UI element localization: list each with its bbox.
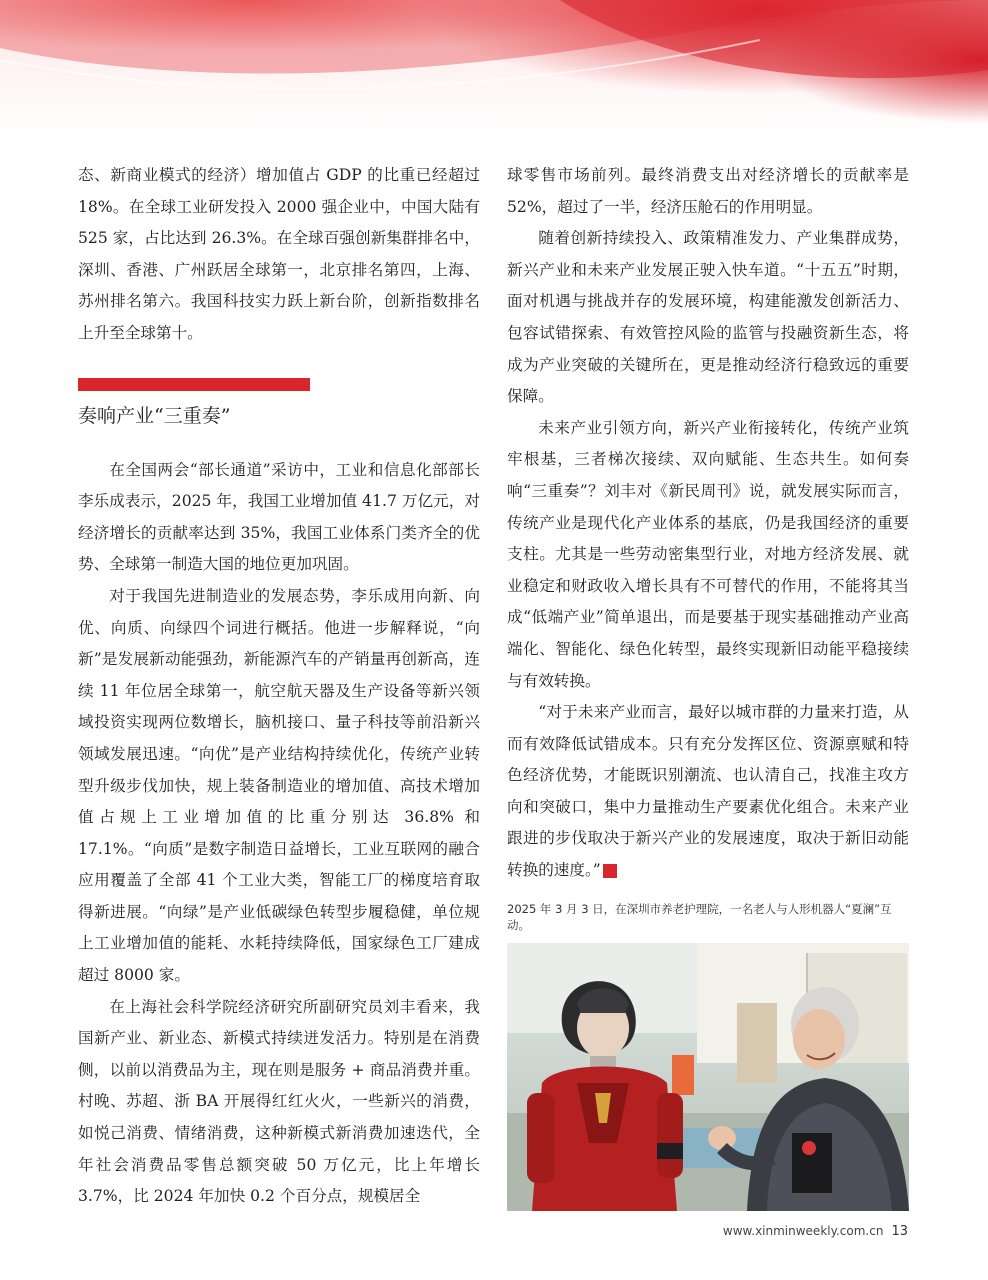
section-heading: 奏响产业“三重奏”: [78, 404, 231, 427]
right-column: [507, 160, 909, 1211]
closing-quote-paragraph: [507, 697, 909, 887]
left-column: [78, 160, 480, 1213]
body-paragraph: 对于我国先进制造业的发展态势，李乐成用向新、向优、向质、向绿四个词进行概括。他进一步解释说，“向新”是发展新动能强劲，新能源汽车的产销量再创新高，连续 11 年位居全球第一，航空航天器及生产设备等新兴领域投资实现两位数增长，脑机接口、量子科技等前沿新兴领域发展迅速。“向优”是产业结构持续优化，传统产业转型升级步伐加快，规上装备制造业的增加值、高技术增加值占规上工业增加值的比重分别达 36.8% 和 17.1%。“向质”是数字制造日益增长，工业互联网的融合应用覆盖了全部 41 个工业大类，智能工厂的梯度培育取得新进展。“向绿”是产业低碳绿色转型步履稳健，单位规上工业增加值的能耗、水耗持续降低，国家绿色工厂建成超过 8000 家。: [78, 586, 480, 985]
body-paragraph: 在上海社会科学院经济研究所副研究员刘丰看来，我国新产业、新业态、新模式持续迸发活力。特别是在消费侧，以前以消费品为主，现在则是服务 + 商品消费并重。村晚、苏超、浙 BA 开展得红红火火，一些新兴的消费，如悦己消费、情绪消费，这种新模式新消费加速迭代，全年社会消费品零售总额突破 50 万亿元，比上年增长 3.7%，比 2024 年加快 0.2 个百分点，规模居全: [78, 997, 480, 1206]
body-paragraph: 在全国两会“部长通道”采访中，工业和信息化部部长李乐成表示，2025 年，我国工业增加值 41.7 万亿元，对经济增长的贡献率达到 35%，我国工业体系门类齐全的优势、全球第一制造大国的地位更加巩固。: [78, 460, 480, 574]
section-divider-bar: [78, 378, 310, 391]
header-banner: [0, 0, 988, 140]
body-paragraph: 随着创新持续投入、政策精准发力、产业集群成势，新兴产业和未来产业发展正驶入快车道。“十五五”时期，面对机遇与挑战并存的发展环境，构建能激发创新活力、包容试错探索、有效管控风险的监管与投融资新生态，将成为产业突破的关键所在，更是推动经济行稳致远的重要保障。: [507, 229, 909, 406]
right-intro-paragraph: 球零售市场前列。最终消费支出对经济增长的贡献率是 52%，超过了一半，经济压舱石的作用明显。: [507, 166, 909, 216]
left-intro-paragraph: 态、新商业模式的经济）增加值占 GDP 的比重已经超过 18%。在全球工业研发投入 2000 强企业中，中国大陆有 525 家，占比达到 26.3%。在全球百强创新集群排名中，深圳、香港、广州跃居全球第一，北京排名第四，上海、苏州排名第六。我国科技实力跃上新台阶，创新指数排名上升至全球第十。: [78, 166, 480, 342]
body-paragraph: 未来产业引领方向，新兴产业衔接转化，传统产业筑牢根基，三者梯次接续、双向赋能、生态共生。如何奏响“三重奏”？刘丰对《新民周刊》说，就发展实际而言，传统产业是现代化产业体系的基底，仍是我国经济的重要支柱。尤其是一些劳动密集型行业，对地方经济发展、就业稳定和财政收入增长具有不可替代的作用，不能将其当成“低端产业”简单退出，而是要基于现实基础推动产业高端化、智能化、绿色化转型，最终实现新旧动能平稳接续与有效转换。: [507, 418, 909, 690]
footer-url: www.xinminweekly.com.cn: [722, 1224, 884, 1238]
photo-illustration: [507, 943, 909, 1211]
article-end-mark-icon: 民: [603, 864, 617, 878]
page-number: 13: [891, 1224, 908, 1239]
page-footer: [723, 1224, 908, 1239]
closing-quote-text: “对于未来产业而言，最好以城市群的力量来打造，从而有效降低试错成本。只有充分发挥区位、资源禀赋和特色经济优势，才能既识别潮流、也认清自己，找准主攻方向和突破口，集中力量推动生产要素优化组合。未来产业跟进的步伐取决于新兴产业的发展速度，取决于新旧动能转换的速度。”: [507, 703, 909, 880]
photo-caption: 2025 年 3 月 3 日，在深圳市养老护理院，一名老人与人形机器人“夏澜”互动。: [507, 901, 892, 932]
photo-robot-and-elderly-woman: [507, 943, 909, 1211]
banner-wave-decoration: [0, 0, 988, 140]
